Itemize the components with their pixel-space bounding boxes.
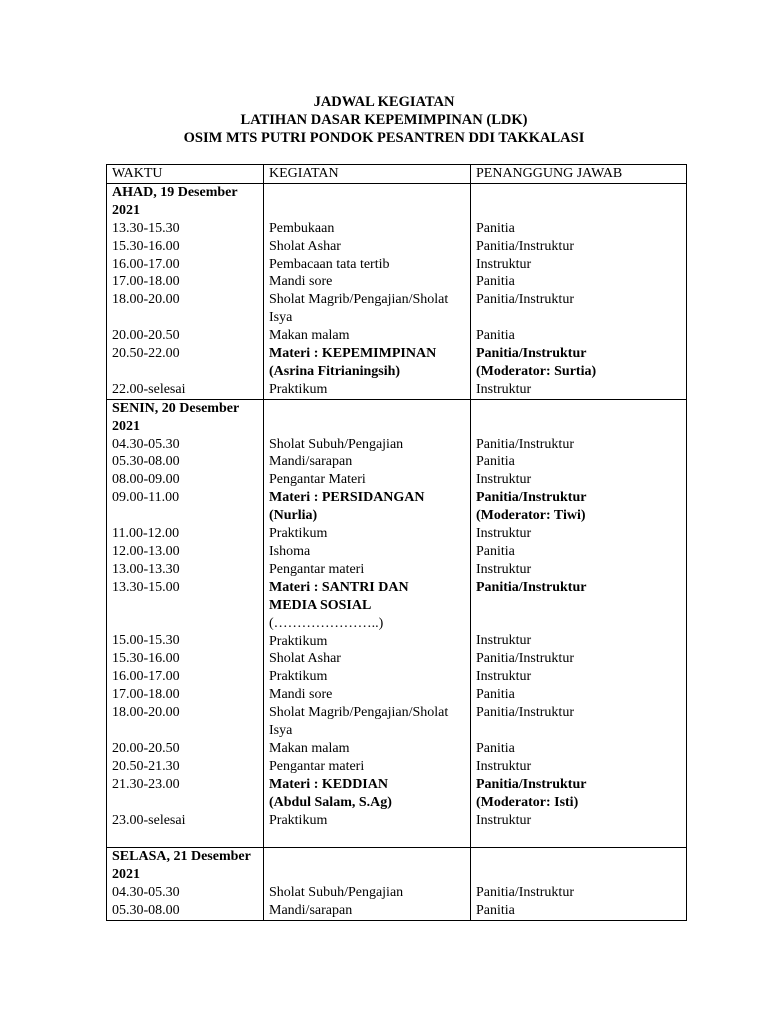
header-waktu: WAKTU [107, 165, 264, 184]
time-slot: 12.00-13.00 [112, 543, 180, 559]
pic-text: Instruktur [476, 561, 532, 577]
activity-speaker-placeholder: (…………………..) [269, 615, 384, 631]
activity-text: (Abdul Salam, S.Ag) [269, 794, 392, 810]
time-slot: 16.00-17.00 [112, 256, 180, 272]
time-slot: 18.00-20.00 [112, 292, 180, 308]
pic-text: Panitia/Instruktur [476, 776, 587, 792]
pic-text: Instruktur [476, 256, 532, 272]
time-slot: 22.00-selesai [112, 381, 186, 397]
activity-text: Praktikum [269, 669, 328, 685]
time-slot: 17.00-18.00 [112, 274, 180, 290]
activity-text: Sholat Subuh/Pengajian [269, 885, 404, 901]
waktu-cell [107, 183, 264, 399]
time-slot: 05.30-08.00 [112, 454, 180, 470]
day-label: SELASA, 21 Desember 2021 [112, 849, 251, 883]
activity-text: Materi : KEDDIAN [269, 776, 388, 792]
pic-text: (Moderator: Tiwi) [476, 508, 586, 524]
pic-text: Instruktur [476, 812, 532, 828]
pic-text: Panitia/Instruktur [476, 238, 574, 254]
time-slot: 13.30-15.00 [112, 579, 180, 595]
day-section [107, 399, 687, 848]
title-line-2: LATIHAN DASAR KEPEMIMPINAN (LDK) [240, 112, 528, 128]
activity-text: Pengantar materi [269, 758, 365, 774]
pic-text: Instruktur [476, 472, 532, 488]
time-slot: 09.00-11.00 [112, 490, 180, 506]
activity-text: (Nurlia) [269, 508, 318, 524]
pic-text: Instruktur [476, 381, 532, 397]
header-row [107, 165, 687, 184]
activity-text: Praktikum [269, 381, 328, 397]
time-slot: 21.30-23.00 [112, 776, 180, 792]
kegiatan-cell [264, 399, 471, 848]
time-slot: 11.00-12.00 [112, 526, 180, 542]
activity-text: Praktikum [269, 526, 328, 542]
pic-text: Instruktur [476, 633, 532, 649]
penanggung-jawab-cell [471, 399, 687, 848]
pic-text: Panitia [476, 220, 515, 236]
title-line-1: JADWAL KEGIATAN [313, 94, 455, 110]
penanggung-jawab-cell [471, 848, 687, 921]
time-slot: 18.00-20.00 [112, 705, 180, 721]
day-section [107, 848, 687, 921]
pic-text: (Moderator: Isti) [476, 794, 579, 810]
activity-text: Makan malam [269, 328, 350, 344]
time-slot: 04.30-05.30 [112, 885, 180, 901]
header-penanggung-jawab: PENANGGUNG JAWAB [471, 165, 687, 184]
activity-text: (Asrina Fitrianingsih) [269, 363, 401, 379]
time-slot: 13.00-13.30 [112, 561, 180, 577]
activity-text: Materi : PERSIDANGAN [269, 490, 425, 506]
document-title [0, 93, 768, 147]
pic-text: Panitia [476, 454, 515, 470]
activity-text: Isya [269, 310, 293, 326]
activity-text: Mandi sore [269, 274, 333, 290]
penanggung-jawab-cell [471, 183, 687, 399]
activity-text: Sholat Ashar [269, 238, 341, 254]
activity-text: Praktikum [269, 812, 328, 828]
waktu-cell [107, 399, 264, 848]
pic-text: Instruktur [476, 669, 532, 685]
activity-text: Materi : SANTRI DAN [269, 579, 409, 595]
time-slot: 04.30-05.30 [112, 436, 180, 452]
pic-text: Instruktur [476, 526, 532, 542]
time-slot: 17.00-18.00 [112, 687, 180, 703]
activity-text: Pembukaan [269, 220, 335, 236]
day-label: SENIN, 20 Desember 2021 [112, 400, 239, 434]
time-slot: 15.00-15.30 [112, 633, 180, 649]
activity-text: Sholat Magrib/Pengajian/Sholat [269, 705, 449, 721]
time-slot: 20.00-20.50 [112, 740, 180, 756]
activity-text: Sholat Magrib/Pengajian/Sholat [269, 292, 449, 308]
activity-text: Isya [269, 723, 293, 739]
pic-text: Panitia [476, 903, 515, 919]
pic-text: Panitia/Instruktur [476, 885, 574, 901]
time-slot: 08.00-09.00 [112, 472, 180, 488]
pic-text: Panitia/Instruktur [476, 436, 574, 452]
pic-text: Panitia [476, 543, 515, 559]
time-slot: 15.30-16.00 [112, 238, 180, 254]
time-slot: 20.50-21.30 [112, 758, 180, 774]
header-kegiatan: KEGIATAN [264, 165, 471, 184]
pic-text: Panitia/Instruktur [476, 490, 587, 506]
pic-text: Panitia [476, 328, 515, 344]
kegiatan-cell [264, 848, 471, 921]
activity-text: Sholat Subuh/Pengajian [269, 436, 404, 452]
pic-text: Panitia/Instruktur [476, 651, 574, 667]
day-section [107, 183, 687, 399]
activity-text: Pembacaan tata tertib [269, 256, 390, 272]
pic-text: Panitia [476, 274, 515, 290]
activity-text: Praktikum [269, 633, 328, 649]
activity-text: Materi : KEPEMIMPINAN [269, 346, 437, 362]
pic-text: (Moderator: Surtia) [476, 363, 597, 379]
kegiatan-cell [264, 183, 471, 399]
title-line-3: OSIM MTS PUTRI PONDOK PESANTREN DDI TAKKALASI [183, 130, 585, 146]
activity-text: Mandi/sarapan [269, 454, 353, 470]
activity-text: MEDIA SOSIAL [269, 597, 372, 613]
pic-text: Panitia/Instruktur [476, 579, 587, 595]
schedule-table [106, 164, 687, 921]
pic-text: Instruktur [476, 758, 532, 774]
time-slot: 15.30-16.00 [112, 651, 180, 667]
activity-text: Sholat Ashar [269, 651, 341, 667]
time-slot: 23.00-selesai [112, 812, 186, 828]
pic-text: Panitia/Instruktur [476, 705, 574, 721]
activity-text: Makan malam [269, 740, 350, 756]
pic-text: Panitia [476, 687, 515, 703]
day-label: AHAD, 19 Desember 2021 [112, 184, 238, 218]
time-slot: 13.30-15.30 [112, 220, 180, 236]
waktu-cell [107, 848, 264, 921]
time-slot: 20.00-20.50 [112, 328, 180, 344]
time-slot: 20.50-22.00 [112, 346, 180, 362]
activity-text: Mandi/sarapan [269, 903, 353, 919]
pic-text: Panitia/Instruktur [476, 346, 587, 362]
time-slot: 16.00-17.00 [112, 669, 180, 685]
activity-text: Mandi sore [269, 687, 333, 703]
schedule-body [107, 183, 687, 920]
activity-text: Pengantar materi [269, 561, 365, 577]
time-slot: 05.30-08.00 [112, 903, 180, 919]
pic-text: Panitia/Instruktur [476, 292, 574, 308]
activity-text: Pengantar Materi [269, 472, 366, 488]
activity-text: Ishoma [269, 543, 311, 559]
pic-text: Panitia [476, 740, 515, 756]
